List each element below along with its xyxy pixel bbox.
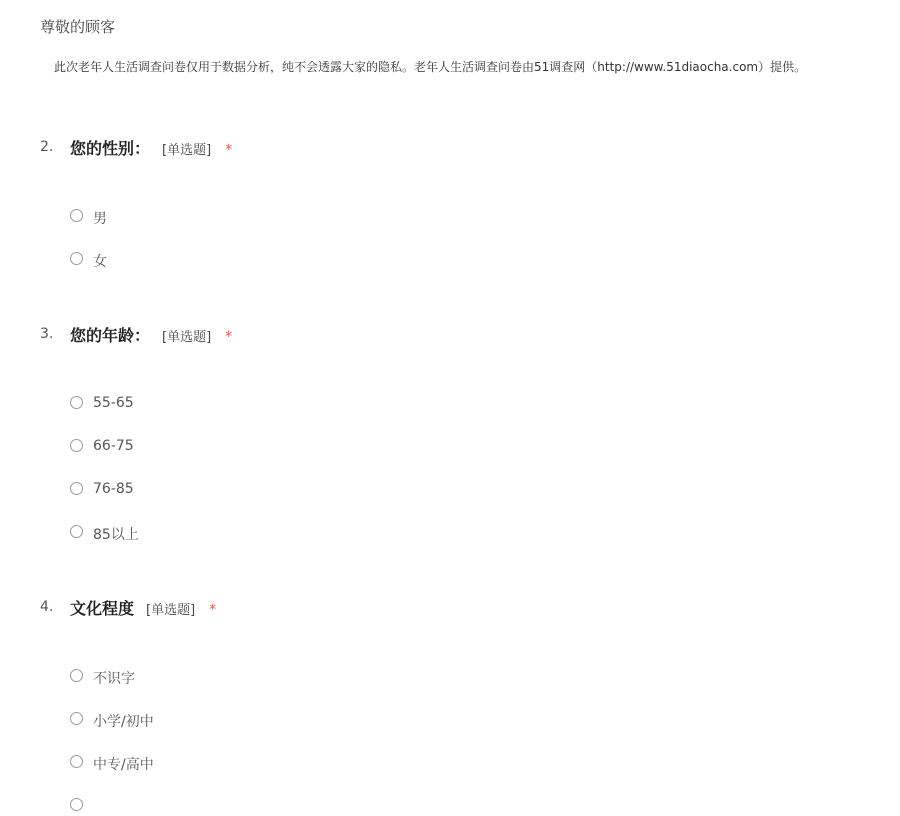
radio-icon[interactable] (70, 209, 83, 222)
radio-icon[interactable] (70, 712, 83, 725)
question-type: [单选题] (162, 330, 212, 345)
option-label: 55-65 (93, 395, 134, 411)
question-type: [单选题] (146, 603, 196, 618)
option-vocational-senior[interactable] (70, 753, 370, 773)
option-label: 女 (93, 254, 107, 270)
option-age-76-85[interactable] (70, 480, 370, 500)
radio-icon[interactable] (70, 525, 83, 538)
option-male[interactable] (70, 207, 370, 227)
option-age-85-plus[interactable] (70, 523, 370, 543)
option-label: 76-85 (93, 481, 134, 497)
radio-icon[interactable] (70, 396, 83, 409)
question-title-text: 您的性别： (70, 139, 151, 158)
radio-icon[interactable] (70, 252, 83, 265)
question-number: 3. (40, 326, 54, 342)
radio-icon[interactable] (70, 482, 83, 495)
question-title-text: 文化程度 (70, 599, 135, 618)
question-header (0, 323, 900, 345)
question-number: 4. (40, 599, 54, 615)
required-mark: * (209, 602, 217, 618)
option-label: 中专/高中 (93, 757, 154, 773)
question-header (0, 136, 900, 158)
option-label: 男 (93, 211, 107, 227)
option-primary-junior[interactable] (70, 710, 370, 730)
question-title (70, 323, 232, 346)
option-age-55-65[interactable] (70, 394, 370, 414)
question-number: 2. (40, 139, 54, 155)
radio-icon[interactable] (70, 439, 83, 452)
option-female[interactable] (70, 250, 370, 270)
option-label: 66-75 (93, 438, 134, 454)
option-label: 85以上 (93, 527, 139, 543)
required-mark: * (225, 142, 233, 158)
option-label: 不识字 (93, 671, 135, 687)
question-title-text: 您的年龄： (70, 326, 151, 345)
option-next-partial[interactable] (70, 796, 370, 816)
radio-icon[interactable] (70, 755, 83, 768)
radio-icon[interactable] (70, 669, 83, 682)
option-label: 小学/初中 (93, 714, 154, 730)
intro-text: 此次老年人生活调查问卷仅用于数据分析，纯不会透露大家的隐私。老年人生活调查问卷由51调查网（http://www.51diaocha.com）提供。 (54, 60, 807, 74)
required-mark: * (225, 329, 233, 345)
question-title (70, 136, 232, 159)
greeting-text: 尊敬的顾客 (40, 18, 116, 36)
question-type: [单选题] (162, 143, 212, 158)
option-illiterate[interactable] (70, 667, 370, 687)
question-header (0, 596, 900, 618)
option-age-66-75[interactable] (70, 437, 370, 457)
question-title (70, 596, 216, 619)
